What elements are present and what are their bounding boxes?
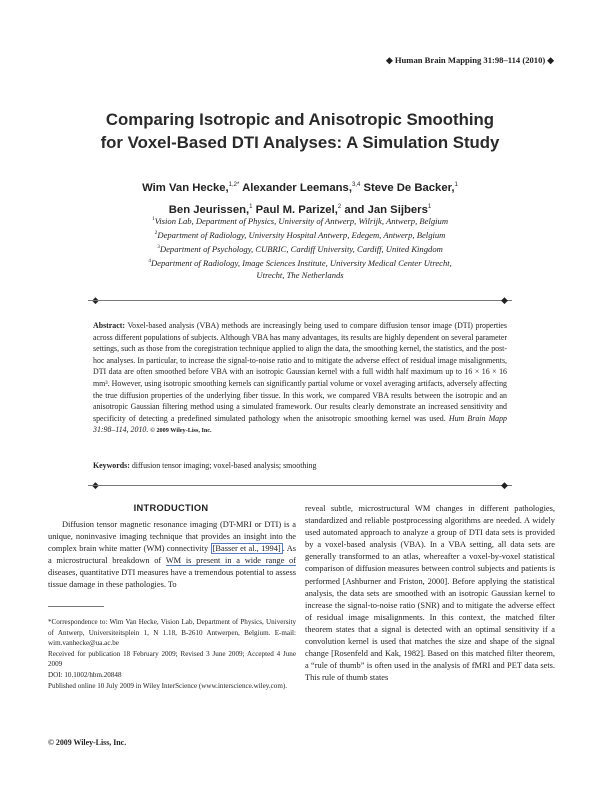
- separator-diamond-left: ◆: [92, 480, 99, 490]
- abstract-copyright: © 2009 Wiley-Liss, Inc.: [150, 427, 212, 435]
- reference-link[interactable]: [Basser et al., 1994]: [212, 544, 281, 554]
- abstract: [93, 320, 507, 437]
- author-name: Ben Jeurissen,: [168, 203, 250, 216]
- author-affil-mark: 3,4: [351, 182, 361, 188]
- section-heading-introduction: INTRODUCTION: [133, 503, 209, 513]
- author-affil-mark: 1: [249, 203, 253, 210]
- author-name: Steve De Backer,: [363, 181, 455, 194]
- affiliation-4: [40, 255, 560, 269]
- footnote-received: Received for publication 18 February 2009; Revised 3 June 2009; Accepted 4 June 2009: [48, 649, 296, 669]
- affiliation-1: [40, 213, 560, 227]
- affil-number: 3: [157, 244, 160, 251]
- author-line-1: [40, 176, 560, 198]
- abstract-text: Voxel-based analysis (VBA) methods are increasingly being used to compare diffusion tensor image (DTI) properties across different populations of subjects. Although VBA has many advantages, its results are highly dependent on several parameter settings, such as those from the coregistration technique applied to align the data, the smoothing kernel, the statistics, and the post-hoc analyses. In particular, to increase the signal-to-noise ratio and to mitigate the adverse effect of residual image misalignments, DTI data are often smoothed before VBA with an isotropic Gaussian kernel with a full width half maximum up to 16 × 16 × 16 mm³. However, using isotropic smoothing kernels can significantly partial volume or voxel averaging artifacts, adversely affecting the true diffusion properties of the underlying fiber tissue. In this work, we compared VBA results between the isotropic and an anisotropic Gaussian filtering method using a simulated framework. Our results clearly demonstrate an increased sensitivity and specificity of detecting a predefined simulated pathology when the anisotropic smoothing kernel was used.: [93, 321, 507, 423]
- keywords-text: diffusion tensor imaging; voxel-based analysis; smoothing: [131, 461, 317, 470]
- separator-rule-top: [88, 300, 512, 301]
- footnote-doi: DOI: 10.1002/hbm.20848: [48, 670, 122, 679]
- intro-left-column: [48, 519, 296, 592]
- affil-text: Department of Psychology, CUBRIC, Cardiff University, Cardiff, United Kingdom: [159, 243, 443, 254]
- affil-number: 4: [148, 258, 151, 265]
- author-affil-mark: 1: [454, 182, 458, 188]
- paper-title: [40, 108, 560, 154]
- title-line-1: Comparing Isotropic and Anisotropic Smoothing: [105, 110, 495, 129]
- running-head: ◆ Human Brain Mapping 31:98–114 (2010) ◆: [386, 55, 554, 65]
- abstract-label: Abstract:: [93, 321, 125, 330]
- affiliation-2: [40, 227, 560, 241]
- separator-diamond-right: ◆: [501, 480, 508, 490]
- intro-text: Diffusion tensor magnetic resonance imaging (DT-MRI or DTI) is a unique, noninvasive imaging technique that provides an insight into the complex brain white matter (WM) connectivity: [48, 520, 296, 554]
- page-copyright: © 2009 Wiley-Liss, Inc.: [48, 738, 127, 747]
- author-name: and Jan Sijbers: [344, 203, 428, 216]
- separator-diamond-right: ◆: [501, 295, 508, 305]
- intro-right-column: [305, 503, 555, 684]
- footnotes: [48, 617, 296, 691]
- author-name: Paul M. Parizel,: [255, 203, 338, 216]
- author-affil-mark: 1: [427, 203, 432, 210]
- intro-text: diseases, quantitative DTI measures have a tremendous potential to assess tissue damage in these pathologies. To: [48, 568, 296, 590]
- separator-diamond-left: ◆: [92, 295, 99, 305]
- footnote-correspondence: *Correspondence to: Wim Van Hecke, Vision Lab, Department of Physics, University of Antwerp, Universiteitsplein 1, N 1.18, B-2610 Antwerpen, Belgium. E-mail: wim.vanhecke@ua.ac.be: [48, 618, 296, 648]
- footnote-published: Published online 10 July 2009 in Wiley InterScience (www.interscience.wiley.com).: [48, 681, 288, 690]
- affiliation-3: [40, 241, 560, 255]
- abstract-citation: Hum Brain Mapp 31:98–114, 2010.: [93, 413, 507, 435]
- affil-number: 1: [151, 216, 155, 222]
- title-line-2: for Voxel-Based DTI Analyses: A Simulation Study: [100, 133, 500, 152]
- footnote-rule: [48, 606, 104, 607]
- author-affil-mark: 1,2*: [228, 182, 240, 188]
- author-name: Wim Van Hecke,: [142, 181, 229, 194]
- author-affil-mark: 2: [337, 203, 342, 210]
- affiliation-4-cont: Utrecht, The Netherlands: [256, 270, 344, 281]
- affiliations: [40, 213, 560, 281]
- affil-number: 2: [154, 230, 158, 237]
- keywords-label: Keywords:: [93, 461, 130, 470]
- intro-text: . As a microstructural breakdown of: [48, 544, 296, 566]
- affil-text: Vision Lab, Department of Physics, University of Antwerp, Wilrijk, Antwerp, Belgium: [154, 215, 449, 226]
- separator-rule-bottom: [88, 485, 512, 486]
- intro-text-underlined: WM is present in a wide range of: [165, 556, 296, 566]
- intro-paragraph: [48, 519, 296, 592]
- intro-paragraph-continued: reveal subtle, microstructural WM changes in different pathologies, standardized and reliable postprocessing algorithms are needed. A widely used automated approach to analyze a group of DTI data sets is provided by a voxel-based analysis (VBA). In a VBA setting, all data sets are generally transformed to an atlas, whereafter a voxel-by-voxel statistical comparison of diffusion measures between control subjects and patients is performed [Ashburner and Friston, 2000]. Before applying the statistical analysis, the data sets are smoothed with an isotropic Gaussian kernel to increase the signal-to-noise ratio (SNR) and to mitigate the adverse effect of residual image misalignments. In this context, the matched filter theorem states that a signal is detected with an optimal sensitivity if a convolution kernel is used that matches the size and shape of the signal change [Rosenfeld and Kak, 1982]. Based on this matched filter theorem, a “rule of thumb” is often used in the analysis of fMRI and PET data sets. This rule of thumb states: [305, 504, 555, 683]
- keywords: [93, 461, 316, 470]
- affil-text: Department of Radiology, University Hospital Antwerp, Edegem, Antwerp, Belgium: [157, 229, 446, 240]
- affil-text: Department of Radiology, Image Sciences Institute, University Medical Center Utrecht,: [150, 258, 452, 269]
- author-name: Alexander Leemans,: [242, 181, 352, 194]
